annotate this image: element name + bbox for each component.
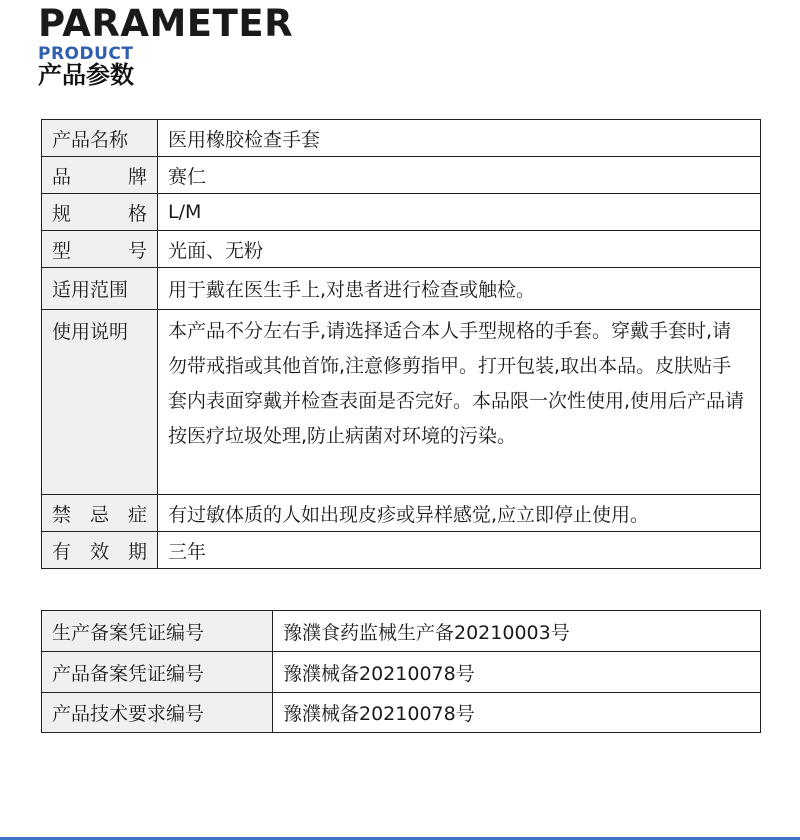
row-value: 豫濮械备20210078号	[273, 652, 761, 693]
registration-table	[41, 610, 761, 733]
row-label: 适用范围	[42, 268, 158, 310]
header-title-en: PARAMETER	[38, 2, 294, 45]
table-row	[42, 495, 761, 532]
row-value: 医用橡胶检查手套	[158, 120, 761, 157]
row-value: 光面、无粉	[158, 231, 761, 268]
parameter-table	[41, 119, 761, 569]
row-value: 豫濮械备20210078号	[273, 693, 761, 733]
row-value: 豫濮食药监械生产备20210003号	[273, 611, 761, 652]
table-row	[42, 120, 761, 157]
header-title-cn: 产品参数	[38, 61, 134, 89]
row-label: 品 牌	[42, 157, 158, 194]
row-value: 三年	[158, 532, 761, 569]
header-subtitle-en: PRODUCT	[38, 44, 134, 64]
table-row	[42, 157, 761, 194]
table-row	[42, 652, 761, 693]
table-row	[42, 693, 761, 733]
row-label: 有 效 期	[42, 532, 158, 569]
table-row	[42, 532, 761, 569]
page-header	[38, 4, 293, 88]
row-value: 本产品不分左右手,请选择适合本人手型规格的手套。穿戴手套时,请勿带戒指或其他首饰,注意修剪指甲。打开包装,取出本品。皮肤贴手套内表面穿戴并检查表面是否完好。本品限一次性使用,使用后产品请按医疗垃圾处理,防止病菌对环境的污染。	[158, 310, 761, 495]
row-label: 生产备案凭证编号	[42, 611, 273, 652]
table-row	[42, 611, 761, 652]
row-value: 用于戴在医生手上,对患者进行检查或触检。	[158, 268, 761, 310]
row-label: 产品备案凭证编号	[42, 652, 273, 693]
row-label: 使用说明	[42, 310, 158, 495]
table-row	[42, 231, 761, 268]
table-row	[42, 310, 761, 495]
row-label: 型 号	[42, 231, 158, 268]
row-value: L/M	[158, 194, 761, 231]
row-value: 赛仁	[158, 157, 761, 194]
table-row	[42, 268, 761, 310]
row-value: 有过敏体质的人如出现皮疹或异样感觉,应立即停止使用。	[158, 495, 761, 532]
table-row	[42, 194, 761, 231]
row-label: 产品名称	[42, 120, 158, 157]
row-label: 禁 忌 症	[42, 495, 158, 532]
row-label: 产品技术要求编号	[42, 693, 273, 733]
row-label: 规 格	[42, 194, 158, 231]
